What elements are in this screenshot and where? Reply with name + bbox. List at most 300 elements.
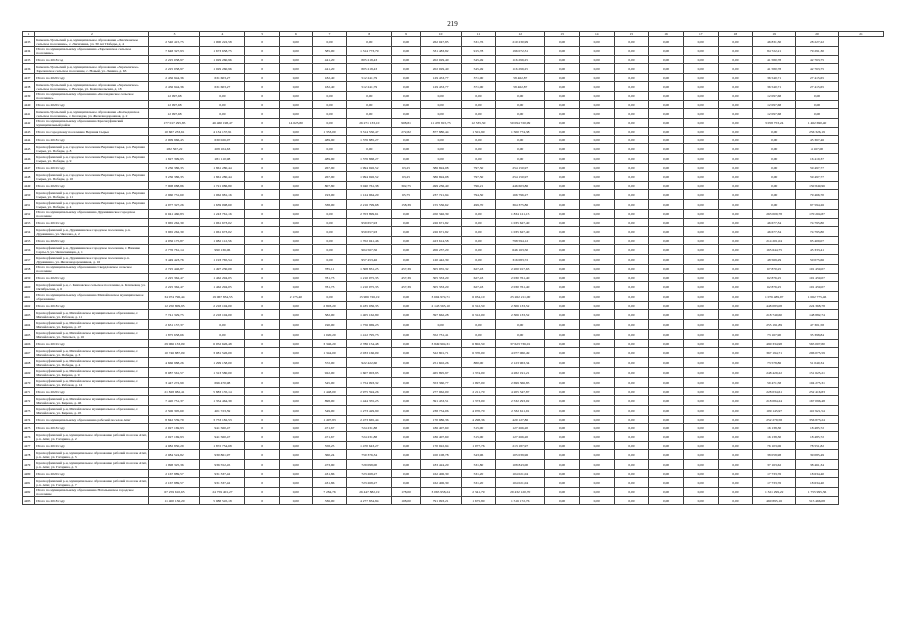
value-cell: 627,43 xyxy=(461,265,496,274)
value-cell: 26 271 133,10 xyxy=(347,119,392,128)
header-cell: 3 xyxy=(149,32,200,37)
value-cell: 0,00 xyxy=(280,182,313,190)
value-cell: 397 662,28 xyxy=(420,310,461,320)
value-cell: 0,00 xyxy=(545,460,580,470)
row-name: Итого по 2018 год xyxy=(35,56,149,64)
value-cell: 0,00 xyxy=(312,92,347,101)
value-cell: 0,00 xyxy=(614,378,649,388)
value-cell: 1 314 773,79 xyxy=(347,47,392,56)
value-cell: 0,00 xyxy=(545,182,580,190)
value-cell: 0,00 xyxy=(545,442,580,450)
value-cell: 2 084 524,82 xyxy=(149,450,200,460)
value-cell: 930 861,97 xyxy=(200,450,245,460)
value-cell: 296 075,59 xyxy=(796,348,839,358)
value-cell: 1 500 774,38 xyxy=(496,128,545,136)
value-cell: 3 040 761,38 xyxy=(347,182,392,190)
header-cell: 8 xyxy=(347,32,392,37)
value-cell: 15 906 726,19 xyxy=(347,292,392,302)
value-cell: 0,00 xyxy=(545,432,580,442)
row-number: 4466 xyxy=(23,340,35,348)
value-cell: 0,00 xyxy=(718,47,753,56)
value-cell: 0 xyxy=(245,310,280,320)
value-cell: 0,00 xyxy=(392,478,421,488)
value-cell: 0,00 xyxy=(280,432,313,442)
value-cell: 0,00 xyxy=(718,190,753,200)
value-cell: 305 333,20 xyxy=(420,274,461,282)
value-cell: 0,00 xyxy=(579,200,614,210)
value-cell: 729 098,00 xyxy=(347,460,392,470)
value-cell: 0,00 xyxy=(683,92,718,101)
value-cell: 908,81 xyxy=(392,119,421,128)
value-cell: 48 569,29 xyxy=(753,255,796,265)
value-cell: 0,00 xyxy=(545,396,580,406)
value-cell: 0 xyxy=(245,64,280,74)
value-cell: 0 xyxy=(245,416,280,424)
value-cell: 1 462 690,40 xyxy=(796,119,839,128)
value-cell: 6 052 626,48 xyxy=(200,340,245,348)
value-cell: 0,00 xyxy=(718,164,753,172)
value-cell: 11 400 136,20 xyxy=(149,497,200,505)
value-cell: 2 225 038,97 xyxy=(149,56,200,64)
value-cell: 182,40 xyxy=(312,82,347,92)
value-cell: 1 673 658,75 xyxy=(200,47,245,56)
value-cell: 549,00 xyxy=(312,406,347,416)
value-cell: 0 xyxy=(245,442,280,450)
value-cell: 0,00 xyxy=(614,432,649,442)
value-cell: 1 376 868,27 xyxy=(347,154,392,164)
value-cell: 0,00 xyxy=(392,255,421,265)
value-cell: 6 312,50 xyxy=(461,302,496,310)
value-cell: 0 xyxy=(245,388,280,396)
value-cell: 29 066 133,09 xyxy=(149,340,200,348)
value-cell: 0,00 xyxy=(614,302,649,310)
value-cell: 0,00 xyxy=(280,442,313,450)
value-cell: 0 xyxy=(245,358,280,368)
value-cell: 0,00 xyxy=(545,172,580,182)
row-number: 4444 xyxy=(23,136,35,144)
value-cell: 0,00 xyxy=(545,154,580,164)
value-cell: 62 876,25 xyxy=(753,274,796,282)
value-cell: 0,00 xyxy=(718,368,753,378)
value-cell: 0,00 xyxy=(579,37,614,47)
value-cell: 515 466,08 xyxy=(796,497,839,505)
value-cell: 0,00 xyxy=(614,320,649,330)
value-cell: 0,00 xyxy=(683,470,718,478)
value-cell: 2 123 963,34 xyxy=(496,358,545,368)
value-cell: 105 039,96 xyxy=(496,450,545,460)
value-cell: 0,00 xyxy=(649,136,684,144)
value-cell: 1 501,90 xyxy=(461,128,496,136)
value-cell: 255 191,89 xyxy=(753,320,796,330)
value-cell: 18 485,72 xyxy=(796,424,839,432)
value-cell: 959 657,93 xyxy=(347,227,392,237)
value-cell: 65,75 xyxy=(392,190,421,200)
value-cell: 0,00 xyxy=(545,424,580,432)
table-row xyxy=(23,348,884,358)
value-cell: 0,00 xyxy=(280,190,313,200)
value-cell: 129 453,77 xyxy=(420,82,461,92)
value-cell: 0,00 xyxy=(718,128,753,136)
value-cell: 0,00 xyxy=(718,182,753,190)
value-cell: 0,00 xyxy=(649,128,684,136)
value-cell: 807,80 xyxy=(312,182,347,190)
value-cell: 0,00 xyxy=(392,302,421,310)
row-name: Красноуфимский р-н, Михайловское муниципальное образование, г. Михайловск, ул. Рабочая, д. 12 xyxy=(35,378,149,388)
value-cell: 25 262 211,00 xyxy=(496,292,545,302)
table-row xyxy=(23,416,884,424)
value-cell: 531,76 xyxy=(461,37,496,47)
row-name: Красноуфимский р-н, Михайловское муниципальное образование, г. Михайловск, ул. Кирова, д. 46 xyxy=(35,396,149,406)
value-cell: 0,00 xyxy=(614,330,649,340)
value-cell: 3 065 958,24 xyxy=(420,488,461,497)
value-cell: 3 965 262,30 xyxy=(149,227,200,237)
value-cell: 0,00 xyxy=(683,368,718,378)
value-cell: 0,00 xyxy=(753,144,796,154)
value-cell: 1 210 075,35 xyxy=(347,282,392,292)
value-cell: 0,00 xyxy=(683,460,718,470)
value-cell: 0,00 xyxy=(718,358,753,368)
value-cell: 420 127,86 xyxy=(496,416,545,424)
value-cell: 76 103,06 xyxy=(753,442,796,450)
value-cell: 572,00 xyxy=(312,358,347,368)
value-cell: 0,00 xyxy=(683,320,718,330)
value-cell: 0 xyxy=(245,190,280,200)
value-cell: 0,00 xyxy=(614,128,649,136)
value-cell: 630 026,07 xyxy=(200,136,245,144)
value-cell: 331 483,82 xyxy=(420,47,461,56)
value-cell: 0,00 xyxy=(579,388,614,396)
value-cell: 0 xyxy=(245,282,280,292)
value-cell: 0,00 xyxy=(683,330,718,340)
value-cell: 2 960 731,60 xyxy=(149,190,200,200)
value-cell: 74 795,80 xyxy=(796,219,839,227)
value-cell: 0,00 xyxy=(683,497,718,505)
value-cell: 446 603,86 xyxy=(496,182,545,190)
value-cell: 0,00 xyxy=(579,497,614,505)
value-cell: 0,00 xyxy=(461,245,496,255)
value-cell: 214 201,04 xyxy=(753,237,796,245)
value-cell: 0,00 xyxy=(579,424,614,432)
value-cell: 0 xyxy=(245,330,280,340)
row-number: 4459 xyxy=(23,274,35,282)
value-cell: 108,00 xyxy=(392,497,421,505)
value-cell: 1 834 121,15 xyxy=(496,210,545,219)
value-cell: 0,00 xyxy=(545,64,580,74)
value-cell: 21 828 982,41 xyxy=(149,388,200,396)
value-cell: 0,00 xyxy=(649,210,684,219)
value-cell: 1 861 280,44 xyxy=(200,164,245,172)
value-cell: 0,00 xyxy=(280,200,313,210)
row-number: 4465 xyxy=(23,330,35,340)
value-cell: 0,00 xyxy=(614,442,649,450)
value-cell: 0,00 xyxy=(718,92,753,101)
row-name: Итого по муниципальному образованию Свердловское сельское поселение xyxy=(35,265,149,274)
value-cell: 0,00 xyxy=(683,274,718,282)
value-cell: 2 975 594,26 xyxy=(347,388,392,396)
value-cell: 0,00 xyxy=(280,237,313,245)
value-cell: 0,00 xyxy=(718,245,753,255)
value-cell: 0 xyxy=(245,368,280,378)
value-cell: 0,00 xyxy=(796,101,839,109)
value-cell: 2 803,20 xyxy=(312,302,347,310)
row-number: 4479 xyxy=(23,460,35,470)
value-cell: 166 796,27 xyxy=(496,190,545,200)
value-cell: 1 721 086,80 xyxy=(200,182,245,190)
value-cell: 0,00 xyxy=(683,450,718,460)
value-cell: 0,00 xyxy=(683,64,718,74)
row-name: Итого по 2019 году xyxy=(35,442,149,450)
value-cell: 35 398,84 xyxy=(796,330,839,340)
value-cell: 3 965 262,30 xyxy=(149,219,200,227)
table-row xyxy=(23,478,884,488)
value-cell: 79 291,30 xyxy=(796,47,839,56)
value-cell: 2 532 293,02 xyxy=(496,396,545,406)
row-name: Красноуфимский р-н, городское поселение Верхняя Сырья, р.п. Верхняя Сырья, ул. Победы, д. 9 xyxy=(35,154,149,164)
value-cell: 0,00 xyxy=(649,274,684,282)
value-cell: 423 614,58 xyxy=(420,237,461,245)
value-cell: 0,00 xyxy=(545,497,580,505)
value-cell: 0,00 xyxy=(280,109,313,119)
value-cell: 0,00 xyxy=(545,358,580,368)
value-cell: 277 962,00 xyxy=(420,388,461,396)
value-cell: 0,00 xyxy=(579,144,614,154)
row-number: 4445 xyxy=(23,144,35,154)
value-cell: 0,00 xyxy=(718,378,753,388)
value-cell: 631 603,27 xyxy=(200,82,245,92)
value-cell: 0,00 xyxy=(579,470,614,478)
value-cell: 2 703 899,61 xyxy=(347,210,392,219)
value-cell: 1 872 754,68 xyxy=(200,442,245,450)
value-cell: 0,00 xyxy=(280,154,313,164)
value-cell: 155 536,62 xyxy=(420,200,461,210)
value-cell: 0,00 xyxy=(545,210,580,219)
value-cell: 6 435 036,35 xyxy=(347,302,392,310)
value-cell: 0,00 xyxy=(614,119,649,128)
row-number: 4450 xyxy=(23,190,35,200)
value-cell: 0,00 xyxy=(614,92,649,101)
value-cell: 0,00 xyxy=(347,101,392,109)
value-cell: 2 456 944,36 xyxy=(149,82,200,92)
value-cell: 0,00 xyxy=(796,109,839,119)
value-cell: 0,00 xyxy=(649,190,684,200)
table-row xyxy=(23,450,884,460)
value-cell: 0,00 xyxy=(579,302,614,310)
value-cell: 922,00 xyxy=(312,368,347,378)
value-cell: 2 027 169,93 xyxy=(149,424,200,432)
value-cell: 0,00 xyxy=(496,109,545,119)
row-number: 4454 xyxy=(23,227,35,237)
value-cell: 7 420 751,37 xyxy=(149,396,200,406)
value-cell: 0,00 xyxy=(649,101,684,109)
value-cell: 3 753 182,53 xyxy=(200,416,245,424)
value-cell: 1 243 761,16 xyxy=(200,210,245,219)
value-cell: 0,00 xyxy=(753,200,796,210)
value-cell: 0,00 xyxy=(579,227,614,237)
value-cell: 1 344,00 xyxy=(312,348,347,358)
value-cell: 0 xyxy=(245,37,280,47)
value-cell: 46 677,34 xyxy=(753,227,796,237)
value-cell: 0,00 xyxy=(683,37,718,47)
value-cell: 2 027 169,93 xyxy=(149,432,200,442)
value-cell: 0 xyxy=(245,237,280,245)
value-cell: 4 298,36 xyxy=(461,416,496,424)
value-cell: 12 097,68 xyxy=(753,92,796,101)
value-cell: 0 xyxy=(245,245,280,255)
value-cell: 0 xyxy=(245,182,280,190)
value-cell: 0,00 xyxy=(392,460,421,470)
page-number: 219 xyxy=(447,20,458,28)
value-cell: 0,00 xyxy=(614,368,649,378)
row-name: Красноуфимский р-н, Михайловское муниципальное образование, г. Михайловск, ул. Победы, д. 3 xyxy=(35,348,149,358)
row-name: Каменск-Уральский р-н, муниципальное образование «Зареченское» сельское поселение», с. Воскре, ул. Комсомольская, д. 18 xyxy=(35,82,149,92)
value-cell: 12 097,68 xyxy=(149,92,200,101)
value-cell: 1 827 399,95 xyxy=(149,154,200,164)
value-cell: 10 667 233,61 xyxy=(149,128,200,136)
value-cell: 0,00 xyxy=(312,144,347,154)
value-cell: 26 447 882,19 xyxy=(347,488,392,497)
value-cell: 0,00 xyxy=(347,144,392,154)
value-cell: 0,00 xyxy=(280,396,313,406)
value-cell: 0,00 xyxy=(392,144,421,154)
table-row xyxy=(23,488,884,497)
table-row xyxy=(23,302,884,310)
value-cell: 210 230,99 xyxy=(496,37,545,47)
value-cell: 0,00 xyxy=(579,154,614,164)
value-cell: 79 466,70 xyxy=(796,190,839,200)
value-cell: 45 367,46 xyxy=(796,136,839,144)
value-cell: 58 462,87 xyxy=(496,74,545,82)
value-cell: 1 273 429,90 xyxy=(347,406,392,416)
value-cell: 0,00 xyxy=(280,416,313,424)
value-cell: 0,00 xyxy=(392,92,421,101)
value-cell: 116 299,25 xyxy=(496,56,545,64)
value-cell: 0,00 xyxy=(392,74,421,82)
row-name: Итого по 2020 году xyxy=(35,101,149,109)
value-cell: 0,00 xyxy=(614,200,649,210)
value-cell: 0,00 xyxy=(579,320,614,330)
value-cell: 2 456 944,36 xyxy=(149,74,200,82)
value-cell: 471,67 xyxy=(312,432,347,442)
value-cell: 627,43 xyxy=(461,274,496,282)
value-cell: 338,00 xyxy=(312,200,347,210)
value-cell: 100 108,78 xyxy=(420,450,461,460)
value-cell: 0 xyxy=(245,470,280,478)
value-cell: 84 722,21 xyxy=(753,47,796,56)
value-cell: 218 740,60 xyxy=(753,310,796,320)
row-name: Итого по городскому поселению Верхняя Сырья xyxy=(35,128,149,136)
value-cell: 0,00 xyxy=(649,497,684,505)
value-cell: 0,00 xyxy=(280,497,313,505)
value-cell: 39 085,49 xyxy=(796,450,839,460)
value-cell: 0,00 xyxy=(579,478,614,488)
value-cell: 0,00 xyxy=(718,255,753,265)
value-cell: 0,00 xyxy=(649,74,684,82)
value-cell: 12 097,68 xyxy=(753,109,796,119)
value-cell: 0,00 xyxy=(718,488,753,497)
value-cell: 7 284,76 xyxy=(312,488,347,497)
value-cell: 59 497,77 xyxy=(796,164,839,172)
value-cell: 0,00 xyxy=(392,450,421,460)
value-cell: 0,00 xyxy=(614,74,649,82)
value-cell: 0,00 xyxy=(200,330,245,340)
value-cell: 0,00 xyxy=(579,348,614,358)
table-row xyxy=(23,406,884,416)
value-cell: 2 143 565,10 xyxy=(420,302,461,310)
value-cell: 3 236 386,35 xyxy=(149,172,200,182)
table-row xyxy=(23,368,884,378)
row-number: 4446 xyxy=(23,154,35,164)
header-cell: 10 xyxy=(420,32,461,37)
value-cell: 251 602,26 xyxy=(420,358,461,368)
value-cell: 0,00 xyxy=(649,470,684,478)
value-cell: 0,00 xyxy=(545,219,580,227)
value-cell: 316 083,72 xyxy=(496,255,545,265)
value-cell: 148 882,74 xyxy=(796,310,839,320)
value-cell: 29 432 120,70 xyxy=(496,488,545,497)
row-name: Красноуфимский р-н, Дружининское городское поселение, р.п. Дружинино, ул. Чкалова, д. 2 xyxy=(35,227,149,237)
value-cell: 150 849,96 xyxy=(796,182,839,190)
value-cell: 0,00 xyxy=(545,101,580,109)
row-number: 4475 xyxy=(23,424,35,432)
value-cell: 282 567,22 xyxy=(149,144,200,154)
value-cell: 0,00 xyxy=(420,154,461,164)
value-cell: 51 040,34 xyxy=(796,358,839,368)
value-cell: 0,00 xyxy=(392,396,421,406)
value-cell: 2 725 446,87 xyxy=(149,265,200,274)
row-number: 4440 xyxy=(23,101,35,109)
value-cell: 3 081 526,09 xyxy=(200,348,245,358)
table-row xyxy=(23,227,884,237)
value-cell: 499,70 xyxy=(461,200,496,210)
value-cell: 4 977 327,26 xyxy=(149,200,200,210)
row-name: Итого по 2019 году xyxy=(35,164,149,172)
value-cell: 2 175,40 xyxy=(280,292,313,302)
value-cell: 0,00 xyxy=(545,488,580,497)
value-cell: 0 xyxy=(245,478,280,488)
value-cell: 2 699 366,85 xyxy=(496,378,545,388)
value-cell: 0,00 xyxy=(461,255,496,265)
value-cell: 0,00 xyxy=(649,37,684,47)
value-cell: 0,00 xyxy=(718,144,753,154)
value-cell: 0,00 xyxy=(579,282,614,292)
row-name: Красноуфимский р-н, Михайловское муниципальное образование, г. Михайловск, ул. Энгельса, д. 16 xyxy=(35,330,149,340)
value-cell: 0,00 xyxy=(649,330,684,340)
value-cell: 0,00 xyxy=(614,190,649,200)
value-cell: 0,00 xyxy=(649,406,684,416)
value-cell: 0,00 xyxy=(683,432,718,442)
table-row xyxy=(23,358,884,368)
value-cell: 785,11 xyxy=(312,265,347,274)
header-cell: 5 xyxy=(245,32,280,37)
value-cell: 58 462,87 xyxy=(496,82,545,92)
value-cell: 0,00 xyxy=(579,182,614,190)
value-cell: 0,00 xyxy=(280,388,313,396)
value-cell: 1 353,00 xyxy=(312,128,347,136)
value-cell: 0,00 xyxy=(312,237,347,245)
value-cell: 1 210 075,35 xyxy=(347,274,392,282)
value-cell: 0,00 xyxy=(614,497,649,505)
value-cell: 0,00 xyxy=(683,154,718,164)
value-cell: 47 301,58 xyxy=(796,320,839,330)
value-cell: 7 741 329,75 xyxy=(149,310,200,320)
value-cell: 2 167 889,57 xyxy=(149,478,200,488)
value-cell: 237 721,94 xyxy=(420,190,461,200)
value-cell: 0,00 xyxy=(496,320,545,330)
value-cell: 0,00 xyxy=(392,416,421,424)
row-number: 4482 xyxy=(23,488,35,497)
value-cell: 0 xyxy=(245,497,280,505)
table-row xyxy=(23,320,884,330)
